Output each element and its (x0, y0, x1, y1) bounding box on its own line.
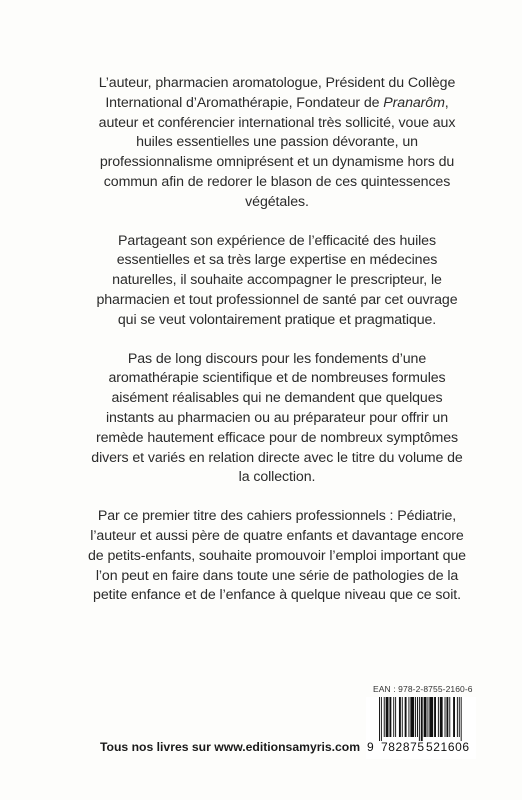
ean-label: EAN : 978-2-8755-2160-6 (373, 684, 473, 694)
barcode-digits-left: 782875 (381, 740, 425, 754)
barcode-digits-right: 521606 (426, 740, 470, 754)
paragraph-author-start: L’auteur, pharmacien aromatologue, Président du Collège International d’Aromathérapie, Fondateur de (98, 75, 456, 111)
barcode-digit-first: 9 (367, 740, 375, 754)
paragraph-author (87, 74, 467, 213)
publisher-website: Tous nos livres sur www.editionsamyris.com (100, 740, 361, 754)
brand-name: Pranarôm (383, 94, 445, 111)
paragraph-pediatrics: Par ce premier titre des cahiers professionnels : Pédiatrie, l’auteur et aussi père de quatre enfants et davantage encore de petits-enfants, souhaite promouvoir l’emploi important que l’on peut en faire dans toute une série de pathologies de la petite enfance et de l’enfance à quelque niveau que ce soit. (88, 508, 466, 604)
paragraph-expertise: Partageant son expérience de l’efficacité des huiles essentielles et sa très large expertise en médecines naturelles, il souhaite accompagner le prescripteur, le pharmacien et tout professionnel de santé par cet ouvrage qui se veut volontairement pratique et pragmatique. (96, 232, 458, 328)
barcode-bars-icon (369, 697, 473, 741)
paragraph-author-end: , auteur et conférencier international très sollicité, voue aux huiles essentielles une passion dévorante, un professionnalisme omniprésent et un dynamisme hors du commun afin de redorer le blason de ces quintessences végétales. (98, 94, 456, 210)
paragraph-formulas: Pas de long discours pour les fondements d’une aromathérapie scientifique et de nombreuses formules aisément réalisables qui ne demandent que quelques instants au pharmacien ou au préparateur pour offrir un remède hautement efficace pour de nombreux symptômes divers et variés en relation directe avec le titre du volume de la collection. (91, 350, 463, 486)
description-text (87, 74, 467, 625)
